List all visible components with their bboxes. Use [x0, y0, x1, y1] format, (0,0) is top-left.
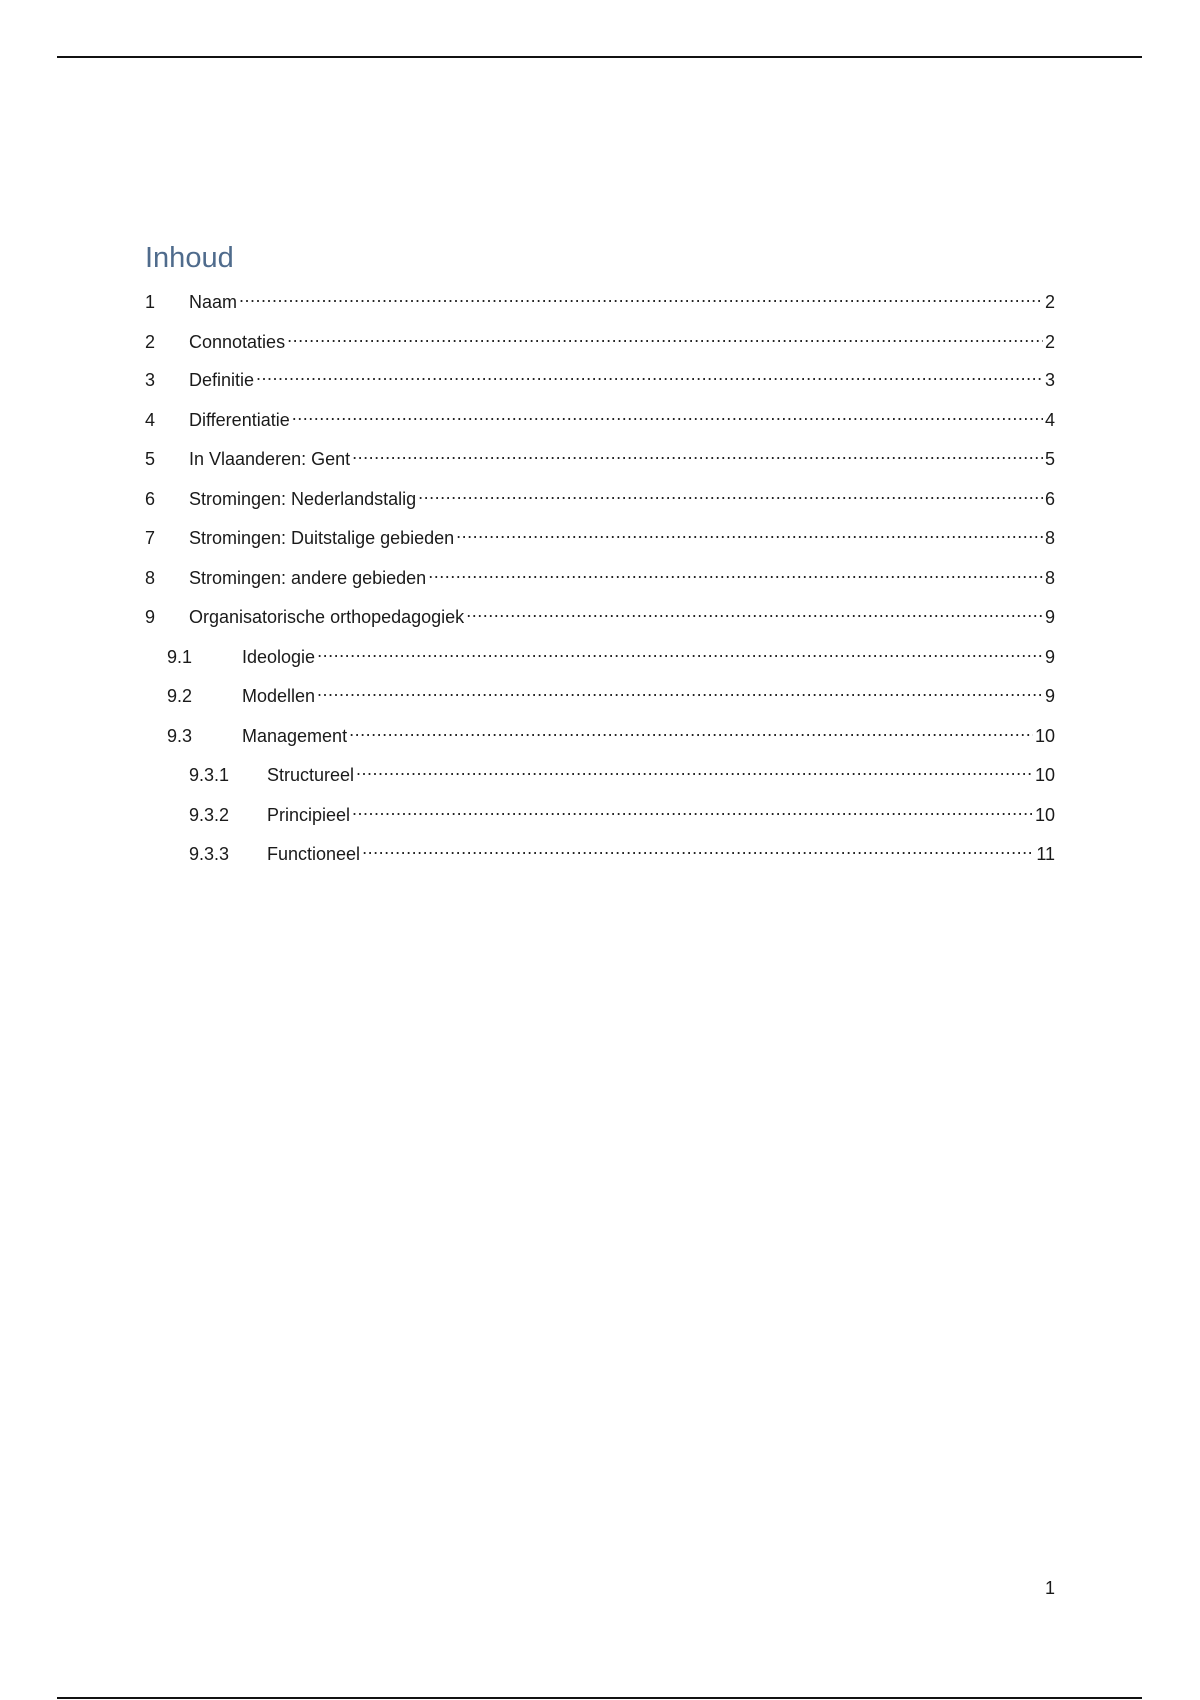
toc-entry-ideologie[interactable]: [167, 639, 1055, 667]
toc-dot-leader: [287, 324, 1043, 348]
toc-entry-page: 10: [1034, 765, 1055, 785]
toc-dot-leader: [362, 836, 1034, 860]
toc-dot-leader: [356, 757, 1033, 781]
toc-entry-number: 8: [145, 568, 156, 588]
toc-entry-number: 9.3.3: [189, 844, 230, 864]
toc-entry-number: 4: [145, 410, 156, 430]
toc-entry-number: 9.1: [167, 647, 193, 667]
table-of-contents: [145, 238, 1055, 864]
header-rule: [57, 56, 1142, 58]
toc-entry-definitie[interactable]: [145, 362, 1055, 390]
toc-entry-page: 5: [1044, 449, 1055, 469]
toc-entry-number: 2: [145, 332, 156, 352]
toc-dot-leader: [456, 520, 1043, 544]
toc-entry-page: 2: [1044, 292, 1055, 312]
toc-entry-nederlandstalig[interactable]: [145, 481, 1055, 509]
toc-entry-page: 11: [1036, 844, 1055, 864]
toc-entry-organisatorische[interactable]: [145, 599, 1055, 627]
toc-entry-number: 9.3.1: [189, 765, 230, 785]
toc-entry-differentiatie[interactable]: [145, 402, 1055, 430]
toc-entry-number: 1: [145, 292, 156, 312]
toc-entry-duitstalige-gebieden[interactable]: [145, 520, 1055, 548]
toc-entry-title: Principieel: [267, 805, 351, 825]
toc-entry-number: 9: [145, 607, 156, 627]
toc-entry-page: 4: [1044, 410, 1055, 430]
toc-entry-naam[interactable]: [145, 284, 1055, 312]
toc-entry-number: 9.3.2: [189, 805, 230, 825]
toc-entry-title: Functioneel: [267, 844, 361, 864]
toc-entry-principieel[interactable]: [189, 797, 1055, 825]
toc-entry-title: Stromingen: Nederlandstalig: [189, 489, 417, 509]
toc-entry-page: 3: [1044, 370, 1055, 390]
toc-entry-title: Naam: [189, 292, 238, 312]
toc-dot-leader: [292, 402, 1043, 426]
toc-entry-number: 5: [145, 449, 156, 469]
toc-entry-number: 9.3: [167, 726, 193, 746]
toc-entry-number: 9.2: [167, 686, 193, 706]
toc-dot-leader: [239, 284, 1043, 308]
toc-entry-page: 8: [1044, 528, 1055, 548]
toc-dot-leader: [349, 718, 1033, 742]
toc-entry-management[interactable]: [167, 718, 1055, 746]
toc-entry-page: 10: [1034, 726, 1055, 746]
toc-entry-andere-gebieden[interactable]: [145, 560, 1055, 588]
toc-entry-page: 6: [1044, 489, 1055, 509]
toc-entry-number: 7: [145, 528, 156, 548]
toc-entry-page: 9: [1044, 607, 1055, 627]
toc-dot-leader: [317, 639, 1043, 663]
toc-dot-leader: [428, 560, 1043, 584]
toc-entry-title: Stromingen: Duitstalige gebieden: [189, 528, 455, 548]
toc-entry-modellen[interactable]: [167, 678, 1055, 706]
toc-entry-vlaanderen-gent[interactable]: [145, 441, 1055, 469]
toc-entry-number: 3: [145, 370, 156, 390]
toc-entry-functioneel[interactable]: [189, 836, 1055, 864]
toc-entry-title: Structureel: [267, 765, 355, 785]
toc-entry-title: Organisatorische orthopedagogiek: [189, 607, 465, 627]
toc-entry-title: Ideologie: [242, 647, 316, 667]
toc-dot-leader: [418, 481, 1043, 505]
page-number: 1: [1044, 1578, 1055, 1598]
toc-dot-leader: [352, 441, 1043, 465]
toc-dot-leader: [317, 678, 1043, 702]
toc-entry-title: Stromingen: andere gebieden: [189, 568, 427, 588]
toc-entry-page: 9: [1044, 647, 1055, 667]
toc-entry-connotaties[interactable]: [145, 324, 1055, 352]
toc-entry-title: Definitie: [189, 370, 255, 390]
toc-entry-page: 2: [1044, 332, 1055, 352]
toc-entry-page: 8: [1044, 568, 1055, 588]
toc-title: Inhoud: [145, 242, 234, 274]
toc-entry-title: Modellen: [242, 686, 316, 706]
toc-dot-leader: [256, 362, 1043, 386]
toc-dot-leader: [466, 599, 1043, 623]
toc-entry-title: In Vlaanderen: Gent: [189, 449, 351, 469]
toc-entry-title: Management: [242, 726, 348, 746]
toc-dot-leader: [352, 797, 1033, 821]
toc-entry-title: Differentiatie: [189, 410, 290, 430]
footer-rule: [57, 1697, 1142, 1699]
toc-entry-title: Connotaties: [189, 332, 286, 352]
toc-entry-page: 10: [1034, 805, 1055, 825]
toc-entry-page: 9: [1044, 686, 1055, 706]
toc-entry-structureel[interactable]: [189, 757, 1055, 785]
toc-entry-number: 6: [145, 489, 156, 509]
